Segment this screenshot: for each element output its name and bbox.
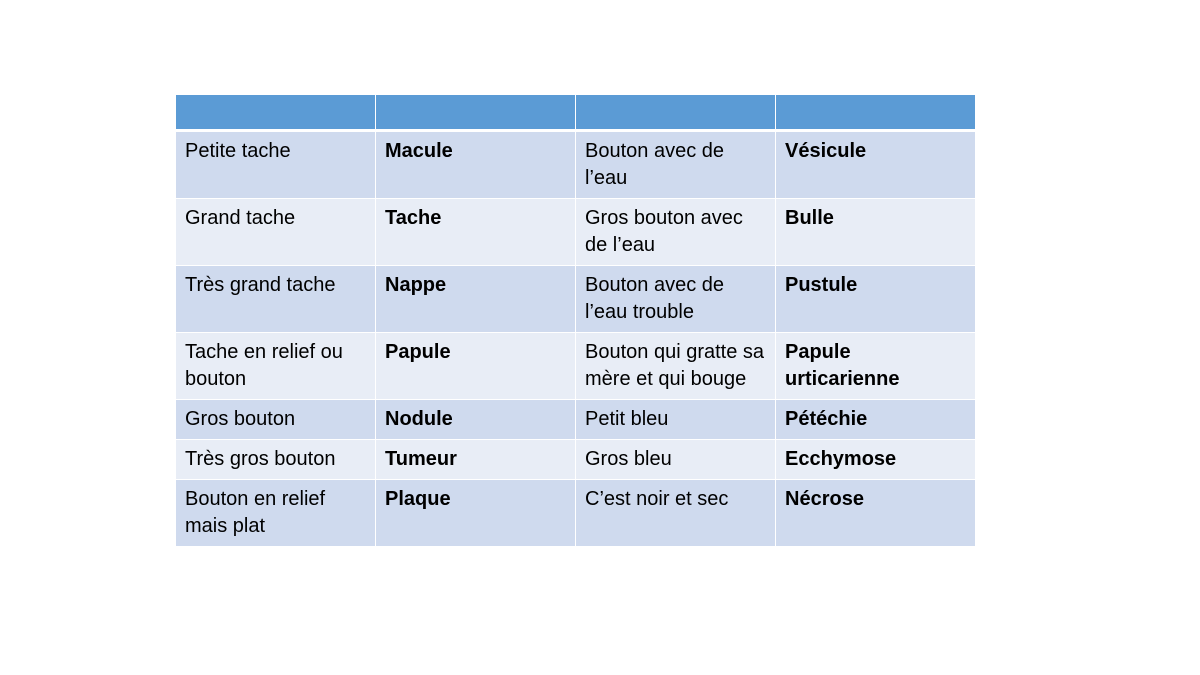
table-row bbox=[176, 131, 976, 199]
description-cell: Gros bouton avec de l’eau bbox=[576, 199, 776, 266]
term-cell: Tache bbox=[376, 199, 576, 266]
term-cell: Ecchymose bbox=[776, 440, 976, 480]
term-cell: Vésicule bbox=[776, 131, 976, 199]
term-cell: Nodule bbox=[376, 400, 576, 440]
description-cell: Très grand tache bbox=[176, 266, 376, 333]
term-cell: Pustule bbox=[776, 266, 976, 333]
table-row bbox=[176, 400, 976, 440]
table-row bbox=[176, 199, 976, 266]
table-row bbox=[176, 440, 976, 480]
header-cell bbox=[376, 95, 576, 131]
description-cell: Grand tache bbox=[176, 199, 376, 266]
term-cell: Papule urticarienne bbox=[776, 333, 976, 400]
term-cell: Pétéchie bbox=[776, 400, 976, 440]
term-cell: Bulle bbox=[776, 199, 976, 266]
header-cell bbox=[176, 95, 376, 131]
description-cell: Bouton avec de l’eau bbox=[576, 131, 776, 199]
table-row bbox=[176, 480, 976, 547]
description-cell: Bouton en relief mais plat bbox=[176, 480, 376, 547]
description-cell: Très gros bouton bbox=[176, 440, 376, 480]
term-cell: Nécrose bbox=[776, 480, 976, 547]
header-cell bbox=[576, 95, 776, 131]
description-cell: Gros bouton bbox=[176, 400, 376, 440]
table-row bbox=[176, 266, 976, 333]
description-cell: Tache en relief ou bouton bbox=[176, 333, 376, 400]
term-cell: Papule bbox=[376, 333, 576, 400]
table-row bbox=[176, 333, 976, 400]
description-cell: Bouton avec de l’eau trouble bbox=[576, 266, 776, 333]
description-cell: Gros bleu bbox=[576, 440, 776, 480]
term-cell: Tumeur bbox=[376, 440, 576, 480]
description-cell: Bouton qui gratte sa mère et qui bouge bbox=[576, 333, 776, 400]
term-cell: Plaque bbox=[376, 480, 576, 547]
table-header-row bbox=[176, 95, 976, 131]
term-cell: Nappe bbox=[376, 266, 576, 333]
description-cell: Petit bleu bbox=[576, 400, 776, 440]
description-cell: Petite tache bbox=[176, 131, 376, 199]
description-cell: C’est noir et sec bbox=[576, 480, 776, 547]
terminology-table bbox=[175, 94, 976, 547]
term-cell: Macule bbox=[376, 131, 576, 199]
header-cell bbox=[776, 95, 976, 131]
